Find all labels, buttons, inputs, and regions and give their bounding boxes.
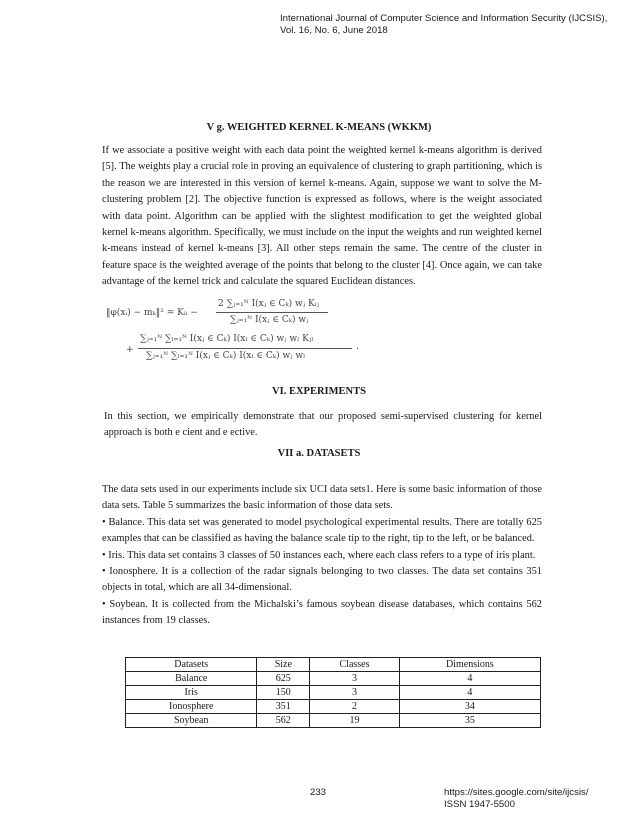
table-cell: 4 <box>399 686 540 700</box>
formula-frac1-bar <box>216 312 328 313</box>
formula-frac2-bar <box>138 348 352 349</box>
table-row <box>126 672 541 686</box>
table-cell: 35 <box>399 714 540 728</box>
table-header-cell: Classes <box>310 658 400 672</box>
table-row <box>126 700 541 714</box>
table-header-cell: Datasets <box>126 658 257 672</box>
formula-frac1-numerator: 2 ∑ⱼ₌₁ᴺ I(xⱼ ∈ Cₖ) wⱼ Kᵢⱼ <box>218 299 319 309</box>
table-cell: 3 <box>310 686 400 700</box>
footer-url: https://sites.google.com/site/ijcsis/ <box>444 787 589 798</box>
table-row <box>126 686 541 700</box>
section-title-wkkm: V g. WEIGHTED KERNEL K-MEANS (WKKM) <box>206 122 432 133</box>
dataset-bullet-soybean: • Soybean. It is collected from the Michalski’s famous soybean disease databases, which contains 562 instances from 19 classes. <box>102 598 542 627</box>
formula-plus: + <box>126 345 134 355</box>
table-row <box>126 714 541 728</box>
section-title-datasets: VII a. DATASETS <box>277 448 361 459</box>
journal-header <box>280 13 620 37</box>
table-header-cell: Size <box>257 658 310 672</box>
dataset-bullet-ionosphere: • Ionosphere. It is a collection of the radar signals belonging to two classes. The data set contains 351 objects in total, which are all 34-dimensional. <box>102 566 542 594</box>
wkkm-paragraph <box>102 143 542 291</box>
table-cell: Ionosphere <box>126 700 257 714</box>
experiments-paragraph <box>104 409 542 442</box>
dataset-bullet-iris: • Iris. This data set contains 3 classes of 50 instances each, where each class refers to a type of iris plant. <box>102 549 536 561</box>
table-cell: 351 <box>257 700 310 714</box>
formula-lhs: ‖φ(xᵢ) − mₖ‖² = Kᵢᵢ − <box>106 308 198 318</box>
formula-frac1-denominator: ∑ⱼ₌₁ᴺ I(xⱼ ∈ Cₖ) wⱼ <box>230 315 309 325</box>
datasets-paragraph <box>102 482 542 630</box>
journal-title: International Journal of Computer Science and Information Security (IJCSIS), <box>280 13 608 24</box>
table-cell: Iris <box>126 686 257 700</box>
table-cell: 19 <box>310 714 400 728</box>
table-cell: 150 <box>257 686 310 700</box>
datasets-table <box>125 657 541 728</box>
table-cell: 625 <box>257 672 310 686</box>
table-cell: Soybean <box>126 714 257 728</box>
formula-frac2-numerator: ∑ⱼ₌₁ᴺ ∑ₗ₌₁ᴺ I(xⱼ ∈ Cₖ) I(xₗ ∈ Cₖ) wⱼ wₗ Kⱼₗ <box>140 334 314 344</box>
kernel-distance-formula <box>106 298 446 370</box>
table-header-row <box>126 658 541 672</box>
page-number: 233 <box>310 787 327 798</box>
table-cell: 34 <box>399 700 540 714</box>
table-header-cell: Dimensions <box>399 658 540 672</box>
table-cell: Balance <box>126 672 257 686</box>
table-cell: 3 <box>310 672 400 686</box>
formula-frac2-denominator: ∑ⱼ₌₁ᴺ ∑ₗ₌₁ᴺ I(xⱼ ∈ Cₖ) I(xₗ ∈ Cₖ) wⱼ wₗ <box>146 351 306 361</box>
table-cell: 562 <box>257 714 310 728</box>
section-title-experiments: VI. EXPERIMENTS <box>272 386 366 397</box>
footer-issn: ISSN 1947-5500 <box>444 799 515 810</box>
journal-volume: Vol. 16, No. 6, June 2018 <box>280 25 388 36</box>
dataset-bullet-balance: • Balance. This data set was generated to model psychological experimental results. There are totally 625 examples that can be classified as having the balance scale tip to the right, tip to the left, or be balanced. <box>102 516 542 545</box>
footer-info <box>444 787 589 811</box>
wkkm-body-text: If we associate a positive weight with each data point the weighted kernel k-means algorithm is derived [5]. The weights play a crucial role in proving an equivalence of clustering to graph partitioning, which is the reason we are interested in this version of kernel k-means. Again, suppose we want to solve the M-clustering problem [2]. The objective function is expressed as follows, where is the weight associated with data point. Algorithm can be applied with the slightest modification to get the weighted global kernel k-means algorithm. Specifically, we must include on the input the weights and run weighted kernel k-means instead of kernel k-means [3]. All other steps remain the same. The centre of the cluster in feature space is the weighted average of the points that belong to the cluster [4]. Once again, we can take advantage of the kernel trick and calculate the squared Euclidean distances. <box>102 145 542 288</box>
formula-period: . <box>356 342 359 352</box>
table-cell: 4 <box>399 672 540 686</box>
datasets-intro: The data sets used in our experiments include six UCI data sets1. Here is some basic information of those data sets. Table 5 summarizes the basic information of those data sets. <box>102 484 542 512</box>
experiments-body-text: In this section, we empirically demonstrate that our proposed semi-supervised clustering for kernel approach is both e cient and e ective. <box>104 411 542 439</box>
table-cell: 2 <box>310 700 400 714</box>
